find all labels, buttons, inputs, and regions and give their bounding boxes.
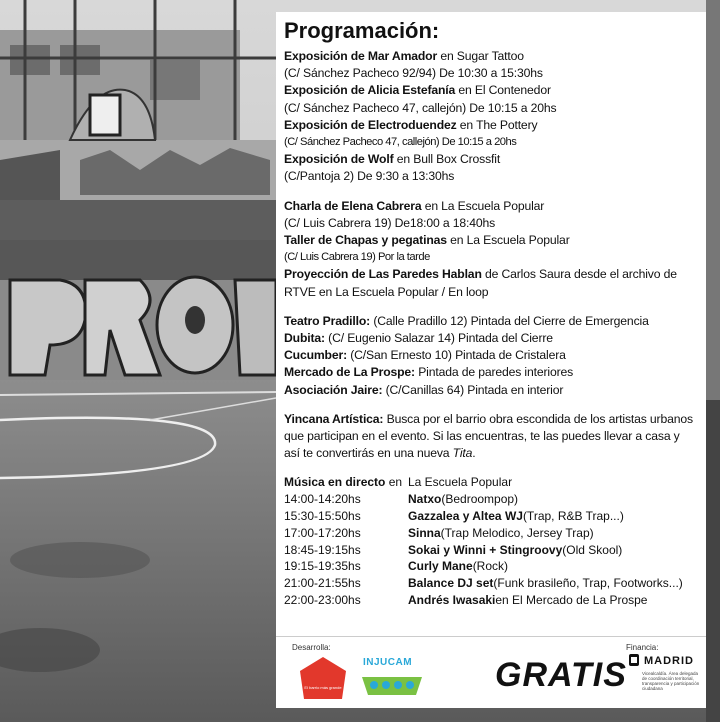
madrid-logo-text: MADRID [644,655,694,667]
music-row: 22:00-23:00hs Andrés Iwasaki en El Mercado de La Prospe [284,593,648,608]
program-panel [276,12,706,636]
exhibition-3: Exposición de Electroduendez en The Pottery [284,117,538,132]
madrid-crest-icon [628,653,640,667]
talk-detail: (C/ Luis Cabrera 19) De18:00 a 18:40hs [284,215,496,230]
exhibition-4: Exposición de Wolf en Bull Box Crossfit [284,152,501,167]
painting-4: Mercado de La Prospe: Pintada de paredes interiores [284,365,574,380]
workshop-detail: (C/ Luis Cabrera 19) Por la tarde [284,251,430,264]
music-row: 21:00-21:55hs Balance DJ set (Funk brasileño, Trap, Footworks...) [284,576,683,591]
painting-3: Cucumber: (C/San Ernesto 10) Pintada de Cristalera [284,348,566,363]
injucam-logo-text: INJUCAM [363,657,413,668]
music-row: 15:30-15:50hs Gazzalea y Altea WJ (Trap, R&B Trap...) [284,509,624,524]
talk-line: Charla de Elena Cabrera en La Escuela Popular [284,198,545,213]
exhibition-1: Exposición de Mar Amador en Sugar Tattoo [284,49,524,63]
exhibition-2-detail: (C/ Sánchez Pacheco 47, callejón) De 10:15 a 20hs [284,100,557,115]
exhibition-2: Exposición de Alicia Estefanía en El Contenedor [284,83,551,98]
music-row: 14:00-14:20hs Natxo (Bedroompop) [284,492,519,507]
madrid-subtext: Vicealcaldía. Área delegada de coordinación territorial, transparencia y participación ciudadana [642,671,700,691]
financia-label: Financia: [626,643,659,652]
yincana-text: Yincana Artística: Busca por el barrio obra escondida de los artistas urbanos que participan en el evento. Si las encuentras, te las puedes llevar a casa y así te convertirás en una nueva Tita. [284,411,693,461]
svg-text:El barrio más grande: El barrio más grande [304,685,342,690]
exhibition-4-detail: (C/Pantoja 2) De 9:30 a 13:30hs [284,169,455,184]
workshop-line: Taller de Chapas y pegatinas en La Escuela Popular [284,233,570,248]
music-row: 19:15-19:35hs Curly Mane (Rock) [284,559,509,574]
music-heading: Música en directo en La Escuela Popular [284,475,513,490]
sponsors-footer [276,636,706,708]
painting-5: Asociación Jaire: (C/Canillas 64) Pintada en interior [284,382,564,397]
program-title: Programación: [284,18,440,43]
exhibition-1-detail: (C/ Sánchez Pacheco 92/94) De 10:30 a 15:30hs [284,66,543,81]
gratis-label: GRATIS [495,656,627,694]
music-venue: La Escuela Popular [408,475,513,490]
desarrolla-label: Desarrolla: [292,643,331,652]
painting-2: Dubita: (C/ Eugenio Salazar 14) Pintada del Cierre [284,331,553,346]
music-row: 17:00-17:20hs Sinna (Trap Melodico, Jersey Trap) [284,525,594,540]
projection-line: Proyección de Las Paredes Hablan de Carlos Saura desde el archivo de RTVE en La Escuela Popular / En loop [284,267,677,299]
music-row: 18:45-19:15hs Sokai y Winni + Stingroovy (Old Skool) [284,542,623,557]
exhibition-3-detail: (C/ Sánchez Pacheco 47, callejón) De 10:15 a 20hs [284,136,517,149]
escuela-popular-logo [298,655,348,703]
injucam-logo [360,671,424,699]
painting-1: Teatro Pradillo: (Calle Pradillo 12) Pintada del Cierre de Emergencia [284,313,649,328]
